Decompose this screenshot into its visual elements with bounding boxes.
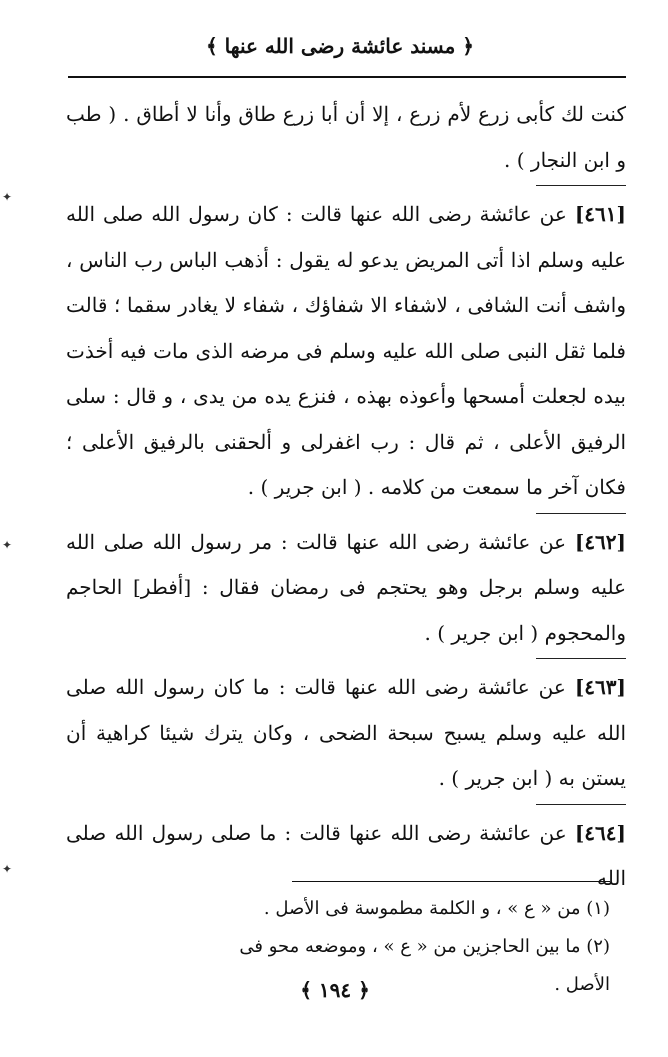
hadith-text: عن عائشة رضى الله عنها قالت : ما كان رسول الله صلى الله عليه وسلم يسبح سبحة الضحى ، وكان يترك شيئا كراهية أن يستن به ( ابن جرير ) . bbox=[66, 675, 626, 790]
footnotes bbox=[200, 890, 610, 1004]
footnote-rule bbox=[292, 881, 610, 882]
page-header: ﴿ مسند عائشة رضى الله عنها ﴾ bbox=[205, 34, 475, 58]
footnote-2: (٢) ما بين الحاجزين من « ع » ، وموضعه محو فى الأصل . bbox=[239, 936, 610, 995]
separator-rule bbox=[536, 185, 626, 186]
hadith-number: [٤٦٣] bbox=[574, 675, 626, 699]
hadith-464 bbox=[66, 811, 626, 902]
hadith-source: ( ابن جرير ) . bbox=[247, 475, 362, 499]
separator-rule bbox=[536, 513, 626, 514]
page-number: ﴿ ١٩٤ ﴾ bbox=[300, 978, 370, 1002]
hadith-text: عن عائشة رضى الله عنها قالت : كان رسول الله صلى الله عليه وسلم اذا أتى المريض يدعو له يقول : أذهب الباس رب الناس ، واشف أنت الشافى ، لاشفاء الا شفاؤك ، شفاء لا يغادر سقما ؛ قالت فلما ثقل النبى صلى الله عليه وسلم فى مرضه الذى مات فيه أخذت بيده لجعلت أمسحها وأعوذه بهذه ، فنزع يده من يدى ، و قال : سلى الرفيق الأعلى ، ثم قال : رب اغفرلى و ألحقنى بالرفيق الأعلى ؛ فكان آخر ما سمعت من كلامه . bbox=[66, 202, 626, 499]
hadith-463 bbox=[66, 665, 626, 802]
margin-mark-icon: ✦ bbox=[2, 190, 13, 204]
separator-rule bbox=[536, 658, 626, 659]
separator-rule bbox=[536, 804, 626, 805]
hadith-number: [٤٦٢] bbox=[574, 529, 627, 554]
hadith-text: عن عائشة رضى الله عنها قالت : ما صلى رسول الله صلى الله bbox=[66, 820, 626, 890]
hadith-number: [٤٦١] bbox=[574, 202, 626, 226]
header-rule bbox=[68, 76, 626, 78]
hadith-source: ( ابن جرير ) . bbox=[424, 620, 539, 645]
margin-mark-icon: ✦ bbox=[2, 538, 13, 552]
paragraph-continuation bbox=[66, 92, 626, 183]
main-text bbox=[66, 92, 626, 902]
footnote-1: (١) من « ع » ، و الكلمة مطموسة فى الأصل . bbox=[263, 898, 610, 919]
paragraph-text: كنت لك كأبى زرع لأم زرع ، إلا أن أبا زرع طاق وأنا لا أطاق . ( طب و ابن النجار ) . bbox=[66, 102, 626, 172]
hadith-462 bbox=[66, 520, 626, 657]
hadith-number: [٤٦٤] bbox=[574, 820, 626, 845]
hadith-461 bbox=[66, 192, 626, 511]
margin-mark-icon: ✦ bbox=[2, 862, 13, 876]
hadith-text: عن عائشة رضى الله عنها قالت : مر رسول الله صلى الله عليه وسلم برجل وهو يحتجم فى رمضان فقال : [أفطر] الحاجم والمحجوم bbox=[66, 529, 626, 645]
